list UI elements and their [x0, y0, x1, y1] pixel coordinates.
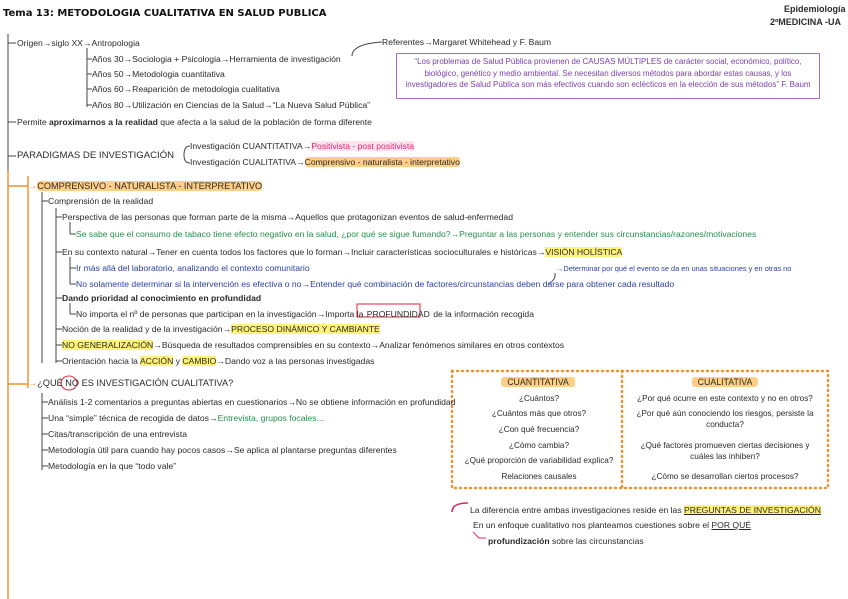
- arrow-icon: →: [222, 324, 232, 334]
- arrow-icon: →: [82, 38, 92, 48]
- permite-line: [17, 117, 372, 128]
- profundizacion-text: sobre las circunstancias: [549, 536, 644, 546]
- arrow-icon: →: [316, 309, 326, 319]
- cuanti-question: ¿Cuántos más que otros?: [491, 409, 587, 418]
- arrow-icon: →: [123, 54, 133, 64]
- por-que-label: POR QUÉ: [711, 520, 752, 530]
- arrow-icon: →: [208, 413, 218, 423]
- orientacion-line: [62, 356, 374, 367]
- origen-year: Años 60: [92, 84, 124, 94]
- profundidad-label: PROFUNDIDAD: [366, 309, 430, 319]
- arrow-icon: →: [123, 100, 133, 110]
- perspectiva-line: [62, 212, 513, 223]
- preguntas-investigacion: PREGUNTAS DE INVESTIGACIÓN: [684, 505, 821, 515]
- vision-holistica: VISIÓN HOLÍSTICA: [545, 247, 623, 257]
- que-no-title: [28, 378, 233, 389]
- contexto-line: [62, 247, 622, 258]
- comprensivo-title: [28, 181, 262, 192]
- cuali-question: ¿Por qué ocurre en este contexto y no en otros?: [637, 394, 813, 403]
- arrow-icon: →: [263, 100, 273, 110]
- determinar-line: [76, 279, 674, 290]
- laboratorio-line: Ir más allá del laboratorio, analizando el contexto comunitario: [76, 263, 310, 273]
- profundizacion-line: [488, 536, 644, 547]
- cuali-question: ¿Por qué aún conociendo los riesgos, persiste la conducta?: [636, 409, 814, 429]
- referentes-line: [382, 37, 551, 48]
- determinar-note-text: Determinar por qué el evento se da en unas situaciones y en otras no: [563, 264, 792, 273]
- por-que-text: En un enfoque cualitativo nos planteamos cuestiones sobre el: [473, 520, 712, 530]
- determinar-text: No solamente determinar si la intervención es efectiva o no: [76, 279, 302, 289]
- paradigmas-title: PARADIGMAS DE INVESTIGACIÓN: [17, 150, 175, 161]
- que-no-item: Metodología en la que “todo vale”: [48, 461, 177, 471]
- que-no-item: [48, 397, 456, 408]
- origen-extra: “La Nueva Salud Pública”: [272, 100, 371, 110]
- accion-label: ACCIÓN: [139, 356, 174, 366]
- arrow-icon: →: [296, 157, 305, 167]
- cuanti-question: ¿Qué proporción de variabilidad explica?: [464, 456, 614, 465]
- subject-label: Epidemiología: [784, 4, 846, 14]
- origen-text: Sociologia + Psicologia: [132, 54, 221, 64]
- arrow-icon: →: [123, 69, 133, 79]
- numero-text: No importa el nº de personas que participan en la investigación: [76, 309, 317, 319]
- cuanti-question: Relaciones causales: [501, 472, 577, 481]
- origen-extra: Herramienta de investigación: [229, 54, 341, 64]
- tabaco-line: [76, 229, 756, 240]
- numero-text: Importa la: [325, 309, 366, 319]
- contexto-text: Incluir características socioculturales e históricas: [351, 247, 537, 257]
- contexto-text: En su contexto natural: [62, 247, 148, 257]
- cuantitativa-header: [458, 377, 618, 389]
- paradigma-value: Positivista - post positivista: [311, 141, 414, 151]
- comprension-label: Comprensión de la realidad: [48, 196, 154, 206]
- nocion-text: Noción de la realidad y de la investigación: [62, 324, 223, 334]
- numero-text-end: de la información recogida: [430, 309, 534, 319]
- que-no-item-text: Análisis 1-2 comentarios a preguntas abiertas en cuestionarios: [48, 397, 288, 407]
- paradigma-label: Investigación CUALITATIVA: [190, 157, 297, 167]
- origen-text: Reaparición de metodologia cualitativa: [132, 84, 280, 94]
- arrow-icon: →: [225, 445, 234, 455]
- arrow-icon: →: [301, 279, 311, 289]
- arrow-icon: →: [28, 181, 38, 191]
- arrow-icon: →: [286, 212, 296, 222]
- permite-bold: aproximarnos a la realidad: [49, 117, 158, 127]
- que-no-item-detail: No se obtiene información en profundidad: [295, 397, 456, 407]
- paradigma-cualitativo: [190, 157, 460, 168]
- permite-text-end: que afecta a la salud de la población de forma diferente: [157, 117, 372, 127]
- origen-item: [92, 54, 341, 65]
- numero-line: [76, 309, 534, 320]
- diferencia-text: La diferencia entre ambas investigaciones reside en las: [470, 505, 685, 515]
- prioridad-line: Dando prioridad al conocimiento en profundidad: [62, 293, 262, 303]
- arrow-icon: →: [220, 54, 230, 64]
- diferencia-line: [470, 505, 821, 516]
- perspectiva-text: Perspectiva de las personas que forman parte de la misma: [62, 212, 287, 222]
- arrow-icon: →: [556, 264, 564, 273]
- arrow-icon: →: [123, 84, 133, 94]
- arrow-icon: →: [536, 247, 546, 257]
- cuali-question: ¿Qué factores promueven ciertas decisiones y cuáles las inhiben?: [640, 441, 810, 461]
- page-title: Tema 13: METODOLOGIA CUALITATIVA EN SALUD PUBLICA: [3, 8, 327, 19]
- origen-item: [92, 100, 370, 111]
- que-no-item-detail: Se aplica al plantarse preguntas diferentes: [233, 445, 397, 455]
- origen-year: Años 80: [92, 100, 124, 110]
- perspectiva-detail: Aquellos que protagonizan eventos de salud-enfermedad: [295, 212, 513, 222]
- origen-line: [17, 38, 140, 49]
- que-no-item-detail: Entrevista, grupos focales...: [217, 413, 324, 423]
- profundizacion-bold: profundización: [488, 536, 550, 546]
- origen-label: Origen: [17, 38, 43, 48]
- arrow-icon: →: [42, 38, 52, 48]
- nocion-line: [62, 324, 380, 335]
- que-no-text: ¿QUÉ: [37, 378, 66, 388]
- orientacion-detail: Dando voz a las personas investigadas: [224, 356, 375, 366]
- antropologia-label: Antropologia: [91, 38, 140, 48]
- tabaco-answer: Preguntar a las personas y entender sus circunstancias/razones/motivaciones: [459, 229, 757, 239]
- determinar-note: [556, 263, 791, 274]
- no-gen-text: Analizar fenómenos similares en otros contextos: [379, 340, 565, 350]
- cualitativa-label: CUALITATIVA: [692, 377, 759, 387]
- comprensivo-label: COMPRENSIVO - NATURALISTA - INTERPRETATIVO: [37, 181, 263, 191]
- arrow-icon: →: [153, 340, 162, 350]
- quote-box: “Los problemas de Salud Pública provienen de CAUSAS MÚLTIPLES de carácter social, económico, político, biológico, genético y medio ambiental. Se necesitan diversos métodos para abordar estas causas, y los investigadores de Salud Pública son más efectivos cuando son eclécticos en la elección de sus métodos” F. Baum: [396, 53, 820, 99]
- tabaco-question: Se sabe que el consumo de tabaco tiene efecto negativo en la salud, ¿por qué se sigue fumando?: [76, 229, 451, 239]
- que-no-item-text: Una “simple” técnica de recogida de datos: [48, 413, 209, 423]
- orientacion-text: Orientación hacia la: [62, 356, 140, 366]
- origen-text: Metodologia cuantitativa: [132, 69, 225, 79]
- no-label: NO: [65, 378, 80, 388]
- siglo-label: siglo XX: [51, 38, 83, 48]
- arrow-icon: →: [147, 247, 157, 257]
- cuali-question: ¿Cómo se desarrollan ciertos procesos?: [651, 472, 799, 481]
- cualitativa-header: [626, 377, 824, 389]
- origen-year: Años 50: [92, 69, 124, 79]
- cuantitativa-label: CUANTITATIVA: [501, 377, 575, 387]
- cuanti-question: ¿Con qué frecuencia?: [498, 425, 580, 434]
- no-generalizacion-line: [62, 340, 564, 351]
- arrow-icon: →: [287, 397, 296, 407]
- paradigma-value: Comprensivo - naturalista - interpretativo: [304, 157, 460, 167]
- cuanti-question: ¿Cómo cambia?: [508, 441, 570, 450]
- cuanti-question: ¿Cuántos?: [518, 394, 560, 403]
- arrow-icon: →: [216, 356, 225, 366]
- paradigma-label: Investigación CUANTITATIVA: [190, 141, 303, 151]
- origen-item: [92, 69, 225, 80]
- arrow-icon: →: [424, 37, 433, 47]
- contexto-text: Tener en cuenta todos los factores que lo forman: [156, 247, 343, 257]
- permite-text: Permite: [17, 117, 49, 127]
- determinar-detail: Entender qué combinación de factores/circunstancias deben darse para obtener cada resultado: [310, 279, 675, 289]
- origen-text: Utilización en Ciencias de la Salud: [132, 100, 264, 110]
- arrow-icon: →: [370, 340, 380, 350]
- referentes-value: Margaret Whitehead y F. Baum: [432, 37, 552, 47]
- que-no-item: Citas/transcripción de una entrevista: [48, 429, 188, 439]
- no-gen-text: Búsqueda de resultados comprensibles en su contexto: [161, 340, 371, 350]
- arrow-icon: →: [450, 229, 460, 239]
- origen-item: [92, 84, 280, 95]
- orientacion-joiner: y: [173, 356, 183, 366]
- arrow-icon: →: [302, 141, 312, 151]
- origen-year: Años 30: [92, 54, 124, 64]
- cambio-label: CAMBIO: [182, 356, 217, 366]
- que-no-item-text: Metodología útil para cuando hay pocos casos: [48, 445, 226, 455]
- proceso-dinamico: PROCESO DINÁMICO Y CAMBIANTE: [231, 324, 380, 334]
- referentes-label: Referentes: [382, 37, 425, 47]
- paradigma-cuantitativo: [190, 141, 414, 152]
- arrow-icon: →: [28, 378, 38, 388]
- que-no-item: [48, 413, 324, 424]
- que-no-item: [48, 445, 397, 456]
- course-label: 2ºMEDICINA -UA: [770, 17, 841, 27]
- arrow-icon: →: [342, 247, 352, 257]
- no-generalizacion: NO GENERALIZACIÓN: [62, 340, 154, 350]
- que-no-text-end: ES INVESTIGACIÓN CUALITATIVA?: [79, 378, 234, 388]
- por-que-line: [473, 520, 751, 531]
